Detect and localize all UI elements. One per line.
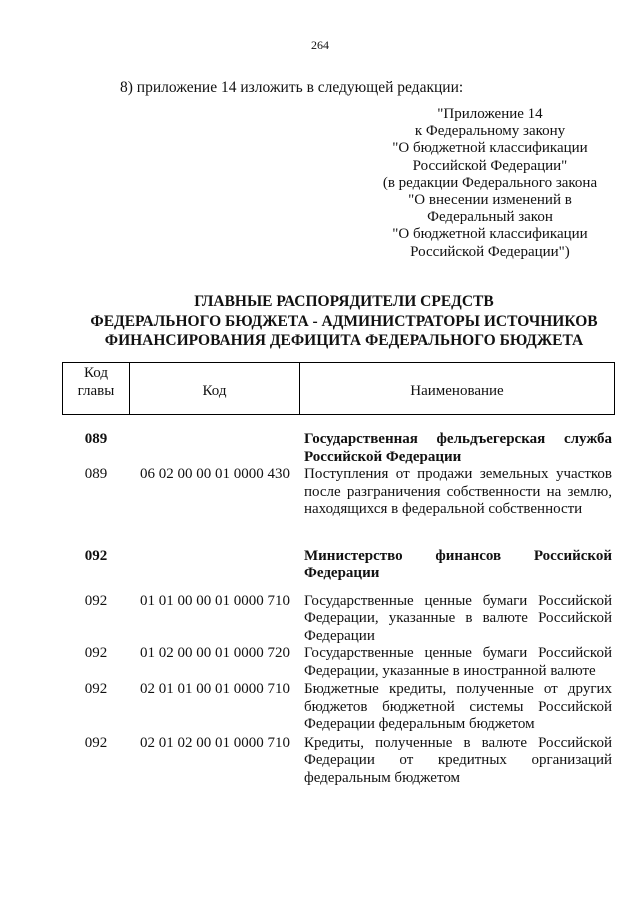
document-title <box>54 292 634 351</box>
annex-header-line: "Приложение 14 <box>437 106 543 122</box>
table-row <box>62 681 615 734</box>
table-row <box>62 548 615 583</box>
page-number: 264 <box>311 38 329 52</box>
name-line: федеральным бюджетом <box>304 769 461 786</box>
budget-code-cell: 02 01 02 00 01 0000 710 <box>140 734 290 751</box>
name-cell <box>300 593 615 646</box>
chapter-code-cell: 092 <box>84 547 108 564</box>
name-cell <box>300 548 615 583</box>
amendment-instruction: 8) приложение 14 изложить в следующей редакции: <box>120 79 464 96</box>
name-cell <box>300 466 615 519</box>
name-cell <box>300 735 615 788</box>
name-line: Федерации, указанные в иностранной валюте <box>304 662 596 679</box>
header-chapter-code <box>63 363 130 414</box>
name-line: Государственные ценные бумаги Российской <box>304 645 612 661</box>
name-line: Федерации, указанные в валюте Российской <box>304 610 612 626</box>
table-row <box>62 431 615 466</box>
table-row <box>62 593 615 646</box>
name-line: Поступления от продажи земельных участков <box>304 466 612 482</box>
name-cell <box>300 645 615 680</box>
chapter-code-cell: 092 <box>84 645 108 661</box>
name-line: Министерство финансов Российской <box>304 547 612 564</box>
name-cell <box>300 681 615 734</box>
annex-header-line: к Федеральному закону <box>414 123 566 140</box>
chapter-code-cell: 092 <box>84 681 108 697</box>
name-line: Кредиты, полученные в валюте Российской <box>304 734 612 751</box>
budget-code-cell <box>130 431 300 466</box>
annex-header-line: "О бюджетной классификации <box>392 226 588 243</box>
budget-code-cell <box>130 548 300 583</box>
annex-header-line: (в редакции Федерального закона <box>382 174 598 191</box>
annex-header-line: Федеральный закон <box>427 209 553 226</box>
name-line: Федерации федеральным бюджетом <box>304 716 535 732</box>
name-cell <box>300 431 615 466</box>
name-line: Федерации <box>304 565 380 581</box>
table-row <box>62 645 615 680</box>
chapter-code-cell: 092 <box>84 592 108 609</box>
annex-header-line: "О бюджетной классификации <box>392 140 588 157</box>
budget-code-cell: 06 02 00 00 01 0000 430 <box>140 466 290 482</box>
budget-code-cell: 01 02 00 00 01 0000 720 <box>140 645 290 661</box>
chapter-code-cell: 089 <box>84 431 108 447</box>
header-name: Наименование <box>410 383 504 399</box>
name-line: находящихся в федеральной собственности <box>304 501 583 517</box>
table-row <box>62 735 615 788</box>
chapter-code-cell: 089 <box>84 466 108 482</box>
annex-header <box>365 106 615 261</box>
administrators-table <box>62 362 615 787</box>
title-line: ФИНАНСИРОВАНИЯ ДЕФИЦИТА ФЕДЕРАЛЬНОГО БЮДЖЕТА <box>104 332 584 349</box>
header-chapter-code-line: Код <box>84 365 108 381</box>
name-line: Федерации <box>304 627 375 644</box>
name-line: Государственная фельдъегерская служба <box>304 431 612 447</box>
name-line: Российской Федерации <box>304 448 462 465</box>
annex-header-line: "О внесении изменений в <box>408 192 572 209</box>
name-line: Государственные ценные бумаги Российской <box>304 592 612 609</box>
title-line: ФЕДЕРАЛЬНОГО БЮДЖЕТА - АДМИНИСТРАТОРЫ ИСТОЧНИКОВ <box>90 312 598 330</box>
annex-header-line: Российской Федерации") <box>410 243 570 260</box>
header-chapter-code-line: главы <box>77 383 115 399</box>
chapter-code-cell: 092 <box>84 734 108 751</box>
header-code: Код <box>130 363 300 414</box>
budget-code-cell: 02 01 01 00 01 0000 710 <box>140 681 290 697</box>
name-line: бюджетов бюджетной системы Российской <box>304 698 612 715</box>
name-line: Федерации от кредитных организаций <box>304 752 612 768</box>
table-body <box>62 431 615 787</box>
budget-code-cell: 01 01 00 00 01 0000 710 <box>140 592 290 609</box>
name-line: после разграничения собственности на землю, <box>304 483 612 500</box>
table-row <box>62 466 615 519</box>
annex-header-line: Российской Федерации" <box>412 157 568 174</box>
name-line: Бюджетные кредиты, полученные от других <box>304 681 612 697</box>
title-line: ГЛАВНЫЕ РАСПОРЯДИТЕЛИ СРЕДСТВ <box>194 293 494 310</box>
table-header <box>62 362 615 415</box>
